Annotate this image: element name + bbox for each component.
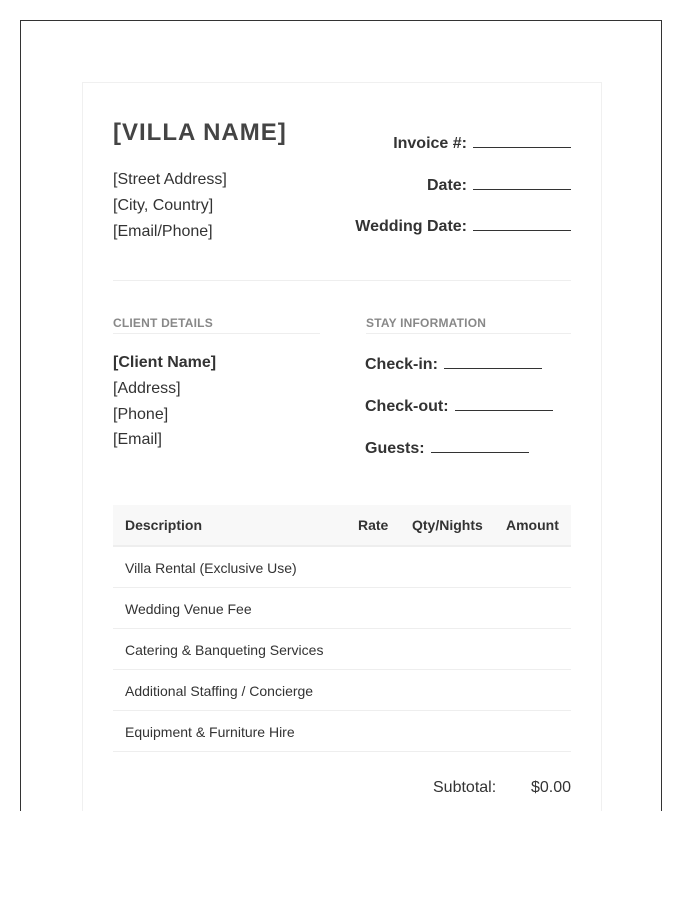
column-header-qty-nights: Qty/Nights [412,517,483,533]
date-field[interactable] [427,175,571,195]
date-label: Date: [426,177,467,194]
guests-label: Guests: [365,440,425,457]
table-row [113,670,571,711]
invoice-number-label: Invoice #: [393,135,467,152]
client-phone: [Phone] [113,406,169,423]
checkout-blank[interactable] [455,396,553,411]
wedding-date-field[interactable] [355,216,571,236]
wedding-date-blank[interactable] [473,216,571,231]
client-details-title: CLIENT DETAILS [113,316,213,330]
table-row [113,629,571,670]
city-country: [City, Country] [113,197,214,214]
client-address: [Address] [113,380,181,397]
invoice-number-field[interactable] [393,133,571,153]
stay-information-rule [366,333,571,334]
table-row [113,588,571,629]
table-row [113,547,571,588]
checkout-field[interactable] [365,396,553,416]
invoice-number-blank[interactable] [473,133,571,148]
checkin-label: Check-in: [365,356,438,373]
line-items-table [113,505,571,752]
checkout-label: Check-out: [365,398,449,415]
row-description: Equipment & Furniture Hire [125,724,295,740]
document-frame [20,20,662,811]
column-header-rate: Rate [358,517,389,533]
row-description: Wedding Venue Fee [125,601,252,617]
table-row [113,711,571,752]
checkin-blank[interactable] [444,354,542,369]
guests-field[interactable] [365,438,529,458]
wedding-date-label: Wedding Date: [355,218,467,235]
subtotal-value: $0.00 [530,779,571,796]
street-address: [Street Address] [113,171,227,188]
checkin-field[interactable] [365,354,542,374]
invoice-page [82,82,602,811]
client-email: [Email] [113,431,162,448]
villa-name: [VILLA NAME] [113,119,287,146]
email-phone: [Email/Phone] [113,223,213,240]
client-details-rule [113,333,320,334]
row-description: Catering & Banqueting Services [125,642,324,658]
column-header-amount: Amount [506,517,559,533]
client-name: [Client Name] [113,354,217,371]
subtotal-label: Subtotal: [433,779,497,796]
header-divider [113,280,571,281]
row-description: Additional Staffing / Concierge [125,683,314,699]
row-description: Villa Rental (Exclusive Use) [125,560,297,576]
stay-information-title: STAY INFORMATION [366,316,487,330]
column-header-description: Description [125,517,203,533]
date-blank[interactable] [473,175,571,190]
table-header [113,505,571,547]
guests-blank[interactable] [431,438,529,453]
